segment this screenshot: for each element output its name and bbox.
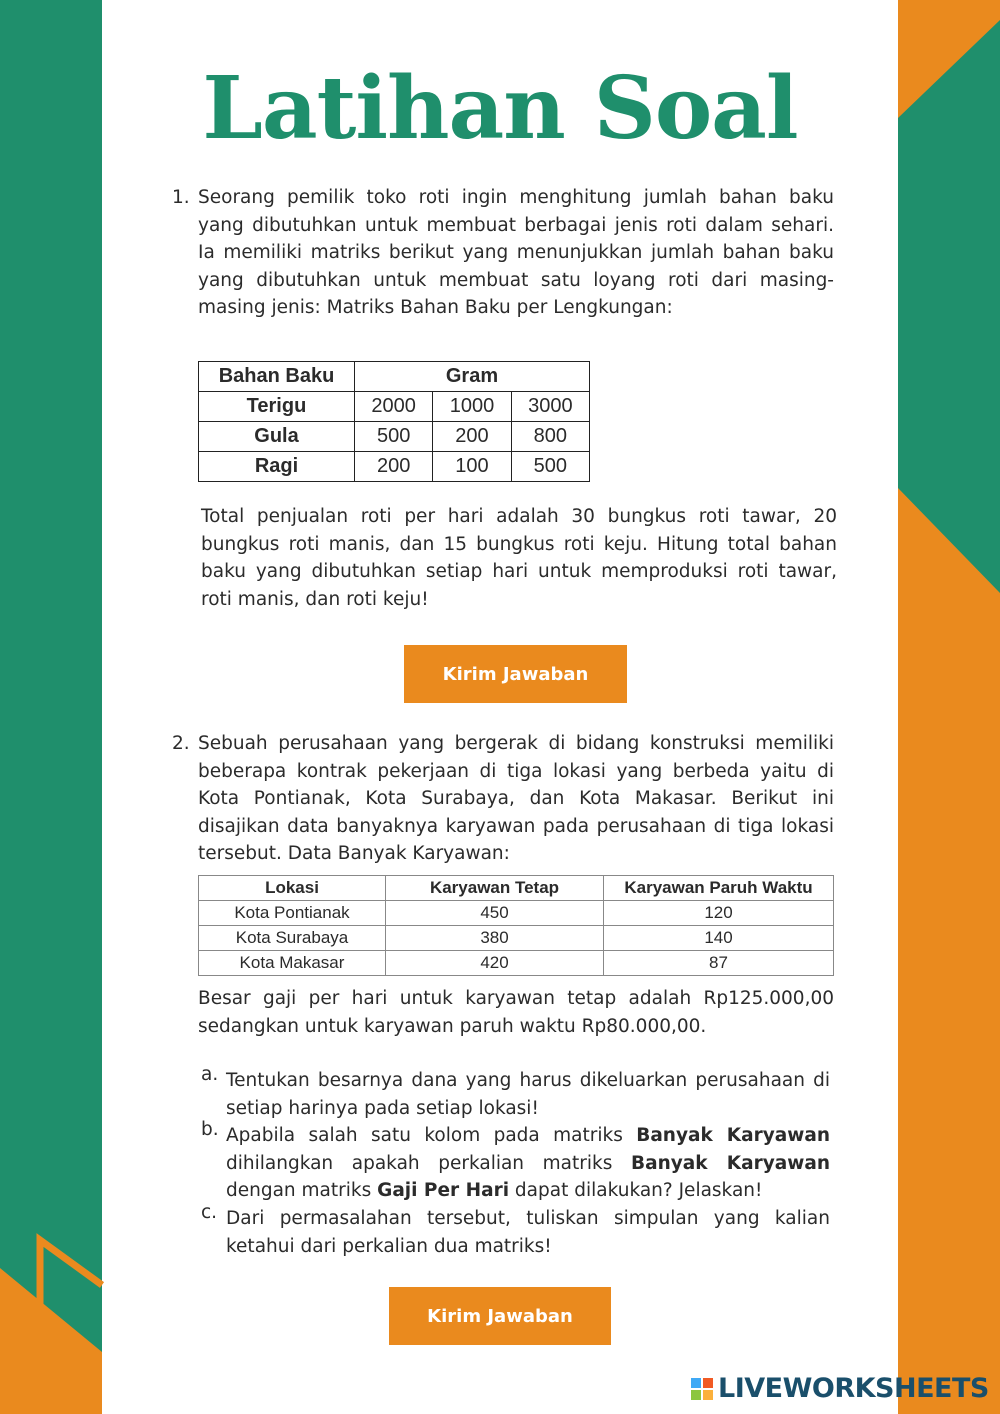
- table-cell: 3000: [511, 392, 589, 422]
- table-cell: 200: [433, 422, 511, 452]
- question-1: [172, 184, 834, 322]
- table-header: Karyawan Paruh Waktu: [604, 876, 834, 901]
- table-header-row: [199, 362, 590, 392]
- sub-question-text: Tentukan besarnya dana yang harus dikeluarkan perusahaan di setiap harinya pada setiap lokasi!: [226, 1070, 830, 1119]
- sub-question-label: b.: [201, 1119, 219, 1140]
- question-2-number: 2.: [172, 733, 190, 754]
- table-cell: 500: [511, 452, 589, 482]
- table-header: Karyawan Tetap: [386, 876, 604, 901]
- text-segment: dihilangkan apakah perkalian matriks: [226, 1152, 631, 1174]
- table-header-row: [199, 876, 834, 901]
- logo-blocks-icon: [690, 1374, 716, 1404]
- submit-answer-button-1[interactable]: Kirim Jawaban: [404, 645, 627, 703]
- table-row-label: Gula: [199, 422, 355, 452]
- table-cell: 800: [511, 422, 589, 452]
- table-header: Gram: [355, 362, 590, 392]
- table-row: [199, 926, 834, 951]
- table-cell: 500: [355, 422, 433, 452]
- sub-question-b: [198, 1119, 830, 1205]
- table-cell: 200: [355, 452, 433, 482]
- table-cell: 1000: [433, 392, 511, 422]
- table-header: Lokasi: [199, 876, 386, 901]
- table-cell: 100: [433, 452, 511, 482]
- sub-question-text: Dari permasalahan tersebut, tuliskan simpulan yang kalian ketahui dari perkalian dua matriks!: [226, 1208, 830, 1257]
- table-cell: Kota Makasar: [199, 951, 386, 976]
- table-row-label: Terigu: [199, 392, 355, 422]
- table-row: [199, 392, 590, 422]
- table-cell: 140: [604, 926, 834, 951]
- text-segment: Apabila salah satu kolom pada matriks: [226, 1125, 637, 1146]
- bold-term: Banyak Karyawan: [636, 1125, 830, 1146]
- table-cell: 420: [386, 951, 604, 976]
- table-cell: 450: [386, 901, 604, 926]
- table-cell: Kota Surabaya: [199, 926, 386, 951]
- sub-question-label: a.: [201, 1064, 219, 1085]
- bold-term: Gaji Per Hari: [377, 1180, 510, 1201]
- table-row: [199, 951, 834, 976]
- question-2-text: Sebuah perusahaan yang bergerak di bidang konstruksi memiliki beberapa kontrak pekerjaan di tiga lokasi yang berbeda yaitu di Kota Pontianak, Kota Surabaya, dan Kota Makasar. Berikut ini disajikan data banyaknya karyawan pada perusahaan di tiga lokasi tersebut. Data Banyak Karyawan:: [198, 733, 834, 864]
- bottom-left-orange-triangle: [0, 1268, 102, 1414]
- sub-question-c: [198, 1202, 830, 1260]
- table-row: [199, 422, 590, 452]
- bold-term: Banyak Karyawan: [630, 1152, 830, 1174]
- table-row-label: Ragi: [199, 452, 355, 482]
- liveworksheets-logo: [690, 1372, 990, 1406]
- table-header: Bahan Baku: [199, 362, 355, 392]
- table-row: [199, 452, 590, 482]
- question-2: [172, 730, 834, 868]
- right-orange-shape: [898, 488, 1000, 1414]
- question-1-followup: Total penjualan roti per hari adalah 30 bungkus roti tawar, 20 bungkus roti manis, dan 15 bungkus roti keju. Hitung total bahan baku yang dibutuhkan setiap hari untuk memproduksi roti tawar, roti manis, dan roti keju!: [201, 506, 837, 610]
- sub-question-text: [226, 1122, 830, 1205]
- page-title: Latihan Soal: [202, 58, 798, 159]
- logo-text: LIVEWORKSHEETS: [718, 1373, 989, 1404]
- table-cell: 87: [604, 951, 834, 976]
- text-segment: dapat dilakukan? Jelaskan!: [509, 1180, 763, 1201]
- sub-question-label: c.: [201, 1202, 218, 1223]
- bottom-left-orange-chevron: [40, 1240, 102, 1304]
- question-1-number: 1.: [172, 187, 190, 208]
- question-2-followup: Besar gaji per hari untuk karyawan tetap adalah Rp125.000,00 sedangkan untuk karyawan paruh waktu Rp80.000,00.: [198, 988, 834, 1037]
- text-segment: dengan matriks: [226, 1180, 378, 1201]
- question-1-text: Seorang pemilik toko roti ingin menghitung jumlah bahan baku yang dibutuhkan untuk membuat berbagai jenis roti dalam sehari. Ia memiliki matriks berikut yang menunjukkan jumlah bahan baku yang dibutuhkan untuk membuat satu loyang roti dari masing-masing jenis: Matriks Bahan Baku per Lengkungan:: [198, 187, 834, 318]
- table-row: [199, 901, 834, 926]
- karyawan-table: [198, 875, 834, 976]
- top-right-orange-triangle: [898, 0, 1000, 118]
- table-cell: Kota Pontianak: [199, 901, 386, 926]
- table-cell: 120: [604, 901, 834, 926]
- table-cell: 380: [386, 926, 604, 951]
- table-cell: 2000: [355, 392, 433, 422]
- submit-answer-button-2[interactable]: Kirim Jawaban: [389, 1287, 611, 1345]
- sub-question-a: [198, 1064, 830, 1122]
- bahan-baku-table: [198, 361, 590, 482]
